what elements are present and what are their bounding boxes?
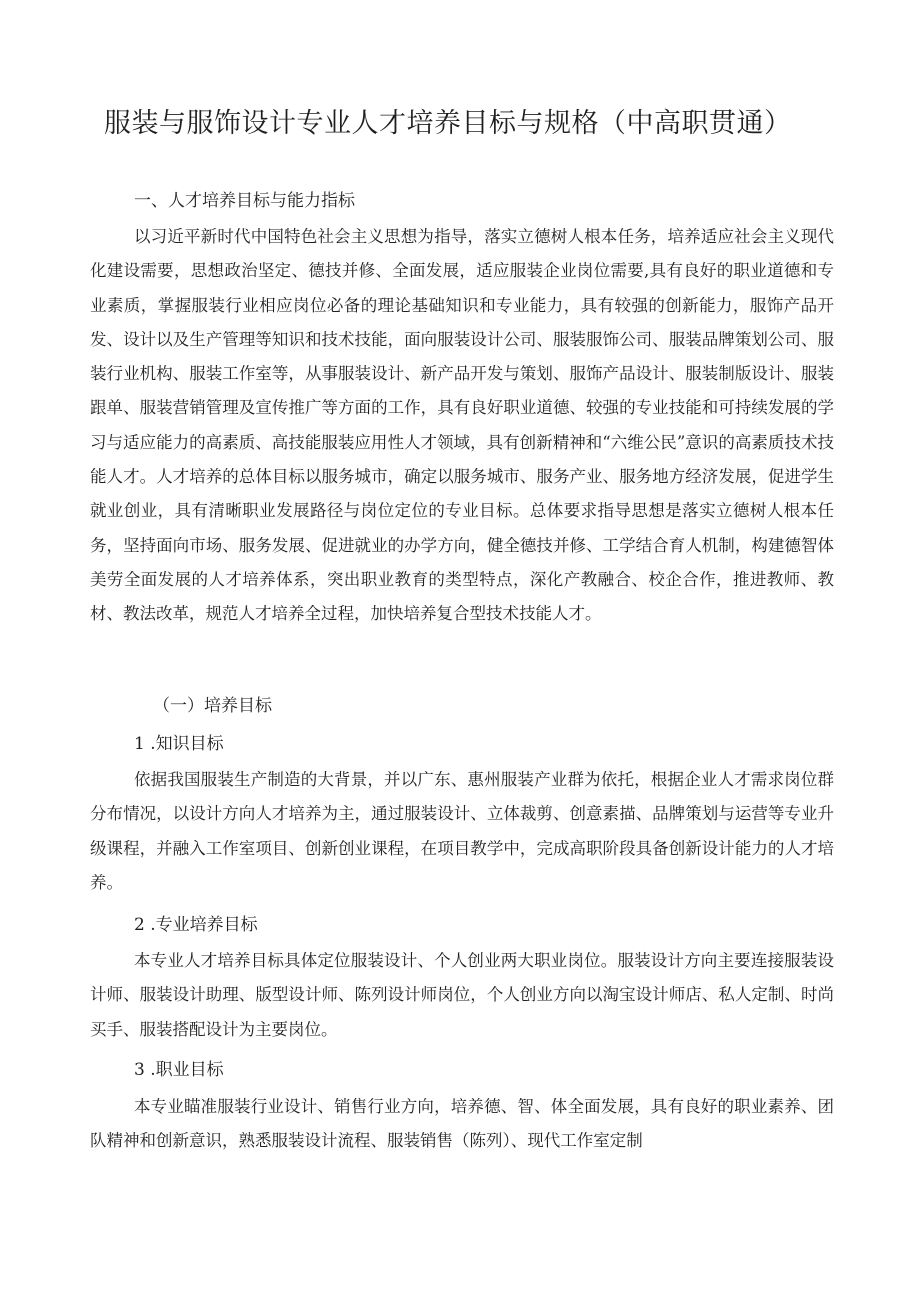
career-goal-heading: 3 .职业目标: [134, 1060, 224, 1080]
professional-goal-paragraph: [90, 944, 834, 1047]
paragraph-text: 本专业人才培养目标具体定位服装设计、个人创业两大职业岗位。服装设计方向主要连接服装设计师、服装设计助理、版型设计师、陈列设计师岗位，个人创业方向以淘宝设计师店、私人定制、时尚买手、服装搭配设计为主要岗位。: [90, 951, 834, 1039]
career-goal-paragraph: [90, 1090, 834, 1159]
professional-goal-heading: 2 .专业培养目标: [134, 915, 258, 935]
paragraph-text: 本专业瞄准服装行业设计、销售行业方向，培养德、智、体全面发展，具有良好的职业素养、团队精神和创新意识，熟悉服装设计流程、服装销售（陈列）、现代工作室定制: [90, 1097, 834, 1151]
paragraph-text: 依据我国服装生产制造的大背景，并以广东、惠州服装产业群为依托，根据企业人才需求岗位群分布情况，以设计方向人才培养为主，通过服装设计、立体裁剪、创意素描、品牌策划与运营等专业升级课程，并融入工作室项目、创新创业课程，在项目教学中，完成高职阶段具备创新设计能力的人才培养。: [90, 770, 834, 892]
section-heading: 一、人才培养目标与能力指标: [134, 191, 355, 211]
knowledge-goal-paragraph: [90, 763, 834, 900]
subsection-heading: （一）培养目标: [153, 696, 272, 716]
document-title: 服装与服饰设计专业人才培养目标与规格（中高职贯通）: [104, 108, 792, 139]
section-paragraph: [90, 220, 834, 632]
knowledge-goal-heading: 1 .知识目标: [134, 734, 224, 754]
paragraph-text: 以习近平新时代中国特色社会主义思想为指导，落实立德树人根本任务，培养适应社会主义现代化建设需要，思想政治坚定、德技并修、全面发展，适应服装企业岗位需要,具有良好的职业道德和专业素质，掌握服装行业相应岗位必备的理论基础知识和专业能力，具有较强的创新能力，服饰产品开发、设计以及生产管理等知识和技术技能，面向服装设计公司、服装服饰公司、服装品牌策划公司、服装行业机构、服装工作室等，从事服装设计、新产品开发与策划、服饰产品设计、服装制版设计、服装跟单、服装营销管理及宣传推广等方面的工作，具有良好职业道德、较强的专业技能和可持续发展的学习与适应能力的高素质、高技能服装应用性人才领域，具有创新精神和“六维公民”意识的高素质技术技能人才。人才培养的总体目标以服务城市，确定以服务城市、服务产业、服务地方经济发展，促进学生就业创业，具有清晰职业发展路径与岗位定位的专业目标。总体要求指导思想是落实立德树人根本任务，坚持面向市场、服务发展、促进就业的办学方向，健全德技并修、工学结合育人机制，构建德智体美劳全面发展的人才培养体系，突出职业教育的类型特点，深化产教融合、校企合作，推进教师、教材、教法改革，规范人才培养全过程，加快培养复合型技术技能人才。: [90, 227, 834, 624]
